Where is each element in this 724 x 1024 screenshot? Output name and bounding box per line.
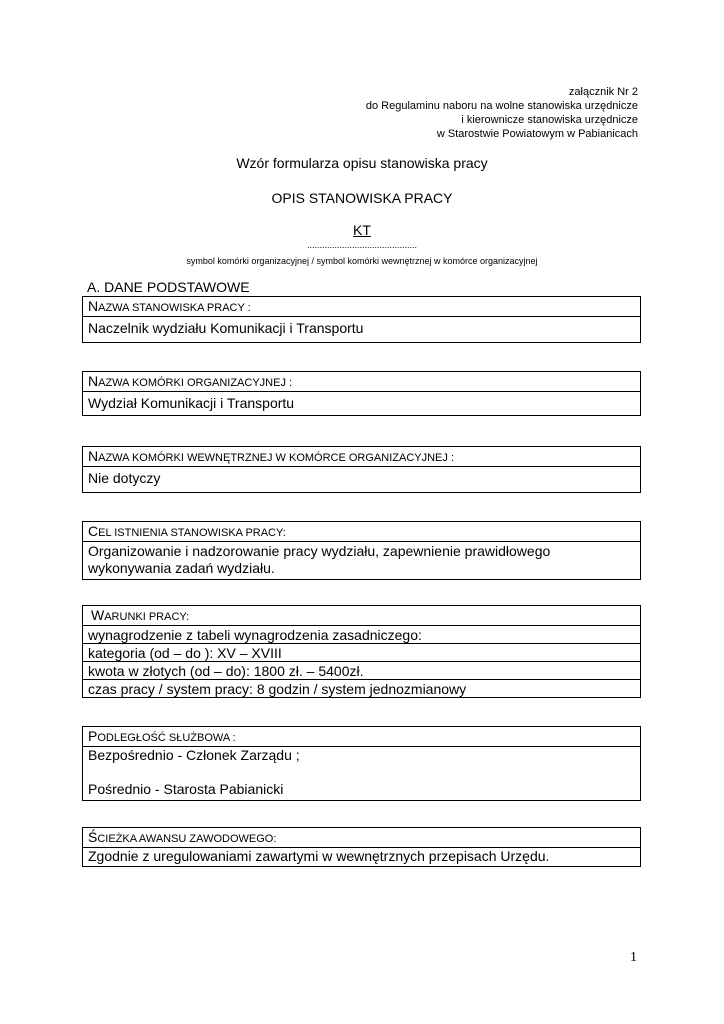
- section-a-title: A. DANE PODSTAWOWE: [87, 279, 250, 295]
- unit-symbol: KT: [353, 222, 371, 238]
- page-number: 1: [630, 950, 637, 965]
- subordination-direct: Bezpośrednio - Członek Zarządu ;: [88, 747, 300, 763]
- conditions-label: WARUNKI PRACY:: [83, 606, 640, 626]
- conditions-work-time: czas pracy / system pracy: 8 godzin / system jednozmianowy: [88, 681, 467, 697]
- position-name-value: Naczelnik wydziału Komunikacji i Transportu: [88, 320, 364, 336]
- internal-unit-value: Nie dotyczy: [88, 470, 161, 486]
- attachment-header: [366, 85, 638, 141]
- document-title: OPIS STANOWISKA PRACY: [271, 190, 453, 206]
- unit-name-label: NAZWA KOMÓRKI ORGANIZACYJNEJ :: [83, 372, 640, 392]
- conditions-amount: kwota w złotych (od – do): 1800 zł. – 5400zł.: [83, 662, 640, 680]
- conditions-salary-table: wynagrodzenie z tabeli wynagrodzenia zasadniczego:: [83, 626, 640, 644]
- internal-unit-label: NAZWA KOMÓRKI WEWNĘTRZNEJ W KOMÓRCE ORGANIZACYJNEJ :: [83, 447, 640, 467]
- subordination-value: [83, 747, 640, 800]
- subordination-indirect: Pośrednio - Starosta Pabianicki: [88, 781, 284, 797]
- subordination-box: [82, 726, 641, 801]
- symbol-dots: ............................................: [306, 240, 418, 250]
- subordination-label: PODLEGŁOŚĆ SŁUŻBOWA :: [83, 727, 640, 747]
- attachment-positions: i kierownicze stanowiska urzędnicze: [461, 114, 638, 126]
- career-value: Zgodnie z uregulowaniami zawartymi w wewnętrznych przepisach Urzędu.: [88, 848, 550, 864]
- position-name-box: [82, 296, 641, 343]
- unit-name-box: [82, 371, 641, 416]
- symbol-caption: symbol komórki organizacyjnej / symbol komórki wewnętrznej w komórce organizacyjnej: [186, 256, 538, 266]
- purpose-box: [82, 521, 641, 580]
- conditions-category: kategoria (od – do ): XV – XVIII: [83, 644, 640, 662]
- attachment-regulation: do Regulaminu naboru na wolne stanowiska urzędnicze: [365, 100, 638, 112]
- attachment-number: załącznik Nr 2: [568, 86, 638, 98]
- purpose-label: CEL ISTNIENIA STANOWISKA PRACY:: [83, 522, 640, 542]
- internal-unit-box: [82, 446, 641, 493]
- position-name-label: NAZWA STANOWISKA PRACY :: [83, 297, 640, 317]
- career-label: ŚCIEŻKA AWANSU ZAWODOWEGO:: [83, 828, 640, 848]
- unit-name-value: Wydział Komunikacji i Transportu: [88, 395, 295, 411]
- conditions-box: [82, 605, 641, 698]
- form-title: Wzór formularza opisu stanowiska pracy: [236, 155, 488, 171]
- attachment-office: w Starostwie Powiatowym w Pabianicach: [436, 128, 638, 140]
- career-box: [82, 827, 641, 867]
- purpose-value: Organizowanie i nadzorowanie pracy wydziału, zapewnienie prawidłowego wykonywania zadań wydziału.: [88, 543, 551, 576]
